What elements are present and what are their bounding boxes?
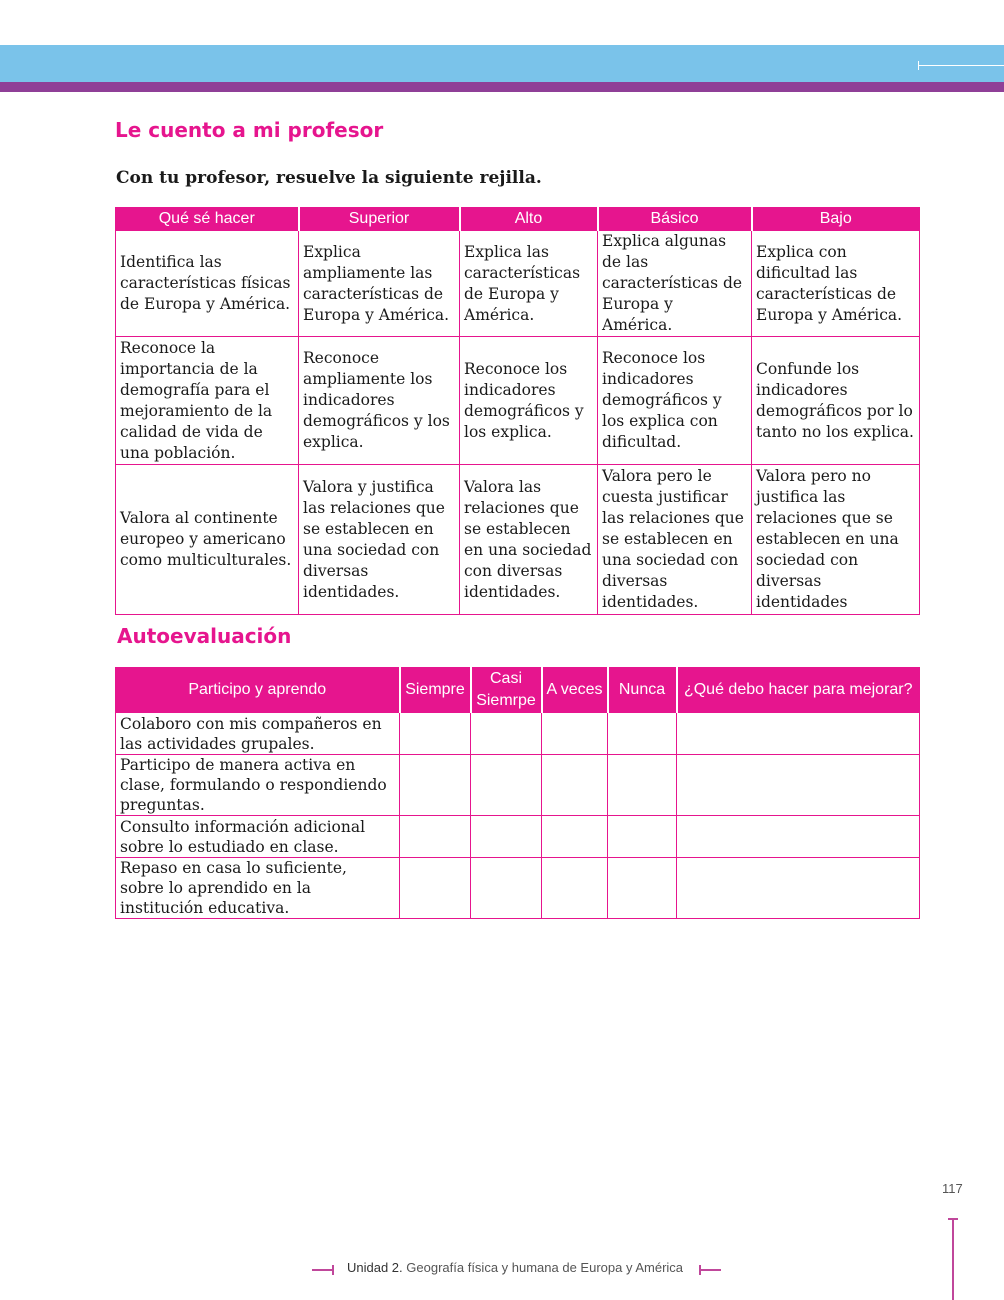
rubric-cell: Reconoce los indicadores demográficos y los explica con dificultad. — [598, 337, 752, 465]
siempre-cell[interactable] — [400, 713, 471, 755]
siempre-cell[interactable] — [400, 755, 471, 816]
rubric-header-row — [116, 208, 920, 231]
header-a-veces: A veces — [542, 668, 608, 713]
self-assessment-header-row — [116, 668, 920, 713]
table-row — [116, 465, 920, 615]
footer-text — [347, 1260, 683, 1275]
rubric-cell: Reconoce la importancia de la demografía para el mejoramiento de la calidad de vida de una población. — [116, 337, 299, 465]
table-row — [116, 858, 920, 919]
footer-unit-title: Geografía física y humana de Europa y América — [406, 1260, 684, 1275]
footer — [312, 1260, 732, 1278]
header-casi-siempre: Casi Siemrpe — [471, 668, 542, 713]
rubric-header-basico: Básico — [598, 208, 752, 231]
rubric-header-bajo: Bajo — [752, 208, 920, 231]
rubric-cell: Valora las relaciones que se establecen en una sociedad con diversas identidades. — [460, 465, 598, 615]
table-row — [116, 231, 920, 337]
footer-ornament-right — [699, 1269, 721, 1271]
improvement-cell[interactable] — [677, 816, 920, 858]
header-participo-y-aprendo: Participo y aprendo — [116, 668, 400, 713]
table-row — [116, 755, 920, 816]
rubric-cell: Reconoce los indicadores demográficos y los explica. — [460, 337, 598, 465]
rubric-cell: Reconoce ampliamente los indicadores demográficos y los explica. — [299, 337, 460, 465]
nunca-cell[interactable] — [608, 713, 677, 755]
header-stripe — [0, 82, 1004, 92]
header-band — [0, 45, 1004, 82]
header-nunca: Nunca — [608, 668, 677, 713]
casi-siempre-cell[interactable] — [471, 858, 542, 919]
self-assessment-table — [115, 667, 920, 919]
casi-siempre-cell[interactable] — [471, 713, 542, 755]
header-que-debo-hacer: ¿Qué debo hacer para mejorar? — [677, 668, 920, 713]
footer-ornament-left — [312, 1269, 334, 1271]
rubric-header-superior: Superior — [299, 208, 460, 231]
rubric-cell: Explica las características de Europa y América. — [460, 231, 598, 337]
nunca-cell[interactable] — [608, 755, 677, 816]
table-row — [116, 816, 920, 858]
rubric-cell: Explica ampliamente las características de Europa y América. — [299, 231, 460, 337]
rubric-header-alto: Alto — [460, 208, 598, 231]
rubric-table — [115, 207, 920, 615]
a-veces-cell[interactable] — [542, 858, 608, 919]
statement-cell: Consulto información adicional sobre lo estudiado en clase. — [116, 816, 400, 858]
statement-cell: Repaso en casa lo suficiente, sobre lo aprendido en la institución educativa. — [116, 858, 400, 919]
page-number: 117 — [942, 1181, 963, 1196]
rubric-cell: Valora pero no justifica las relaciones que se establecen en una sociedad con diversas identidades — [752, 465, 920, 615]
section-title-cuento: Le cuento a mi profesor — [115, 118, 384, 142]
footer-unit: Unidad 2. — [347, 1260, 403, 1275]
improvement-cell[interactable] — [677, 713, 920, 755]
header-siempre: Siempre — [400, 668, 471, 713]
margin-ornament — [952, 1218, 954, 1300]
rubric-cell: Explica con dificultad las características de Europa y América. — [752, 231, 920, 337]
rubric-header-que-se-hacer: Qué sé hacer — [116, 208, 299, 231]
rubric-cell: Confunde los indicadores demográficos por lo tanto no los explica. — [752, 337, 920, 465]
rubric-cell: Identifica las características físicas de Europa y América. — [116, 231, 299, 337]
a-veces-cell[interactable] — [542, 816, 608, 858]
a-veces-cell[interactable] — [542, 713, 608, 755]
table-row — [116, 713, 920, 755]
section-title-autoevaluacion: Autoevaluación — [117, 624, 292, 648]
statement-cell: Participo de manera activa en clase, formulando o respondiendo preguntas. — [116, 755, 400, 816]
statement-cell: Colaboro con mis compañeros en las actividades grupales. — [116, 713, 400, 755]
table-row — [116, 337, 920, 465]
instruction-text: Con tu profesor, resuelve la siguiente rejilla. — [116, 168, 542, 188]
siempre-cell[interactable] — [400, 816, 471, 858]
nunca-cell[interactable] — [608, 816, 677, 858]
rubric-cell: Valora al continente europeo y americano como multiculturales. — [116, 465, 299, 615]
improvement-cell[interactable] — [677, 858, 920, 919]
a-veces-cell[interactable] — [542, 755, 608, 816]
casi-siempre-cell[interactable] — [471, 755, 542, 816]
rubric-cell: Valora y justifica las relaciones que se establecen en una sociedad con diversas identidades. — [299, 465, 460, 615]
header-ornament — [918, 65, 1004, 66]
casi-siempre-cell[interactable] — [471, 816, 542, 858]
siempre-cell[interactable] — [400, 858, 471, 919]
rubric-cell: Valora pero le cuesta justificar las relaciones que se establecen en una sociedad con diversas identidades. — [598, 465, 752, 615]
rubric-cell: Explica algunas de las características de Europa y América. — [598, 231, 752, 337]
nunca-cell[interactable] — [608, 858, 677, 919]
improvement-cell[interactable] — [677, 755, 920, 816]
